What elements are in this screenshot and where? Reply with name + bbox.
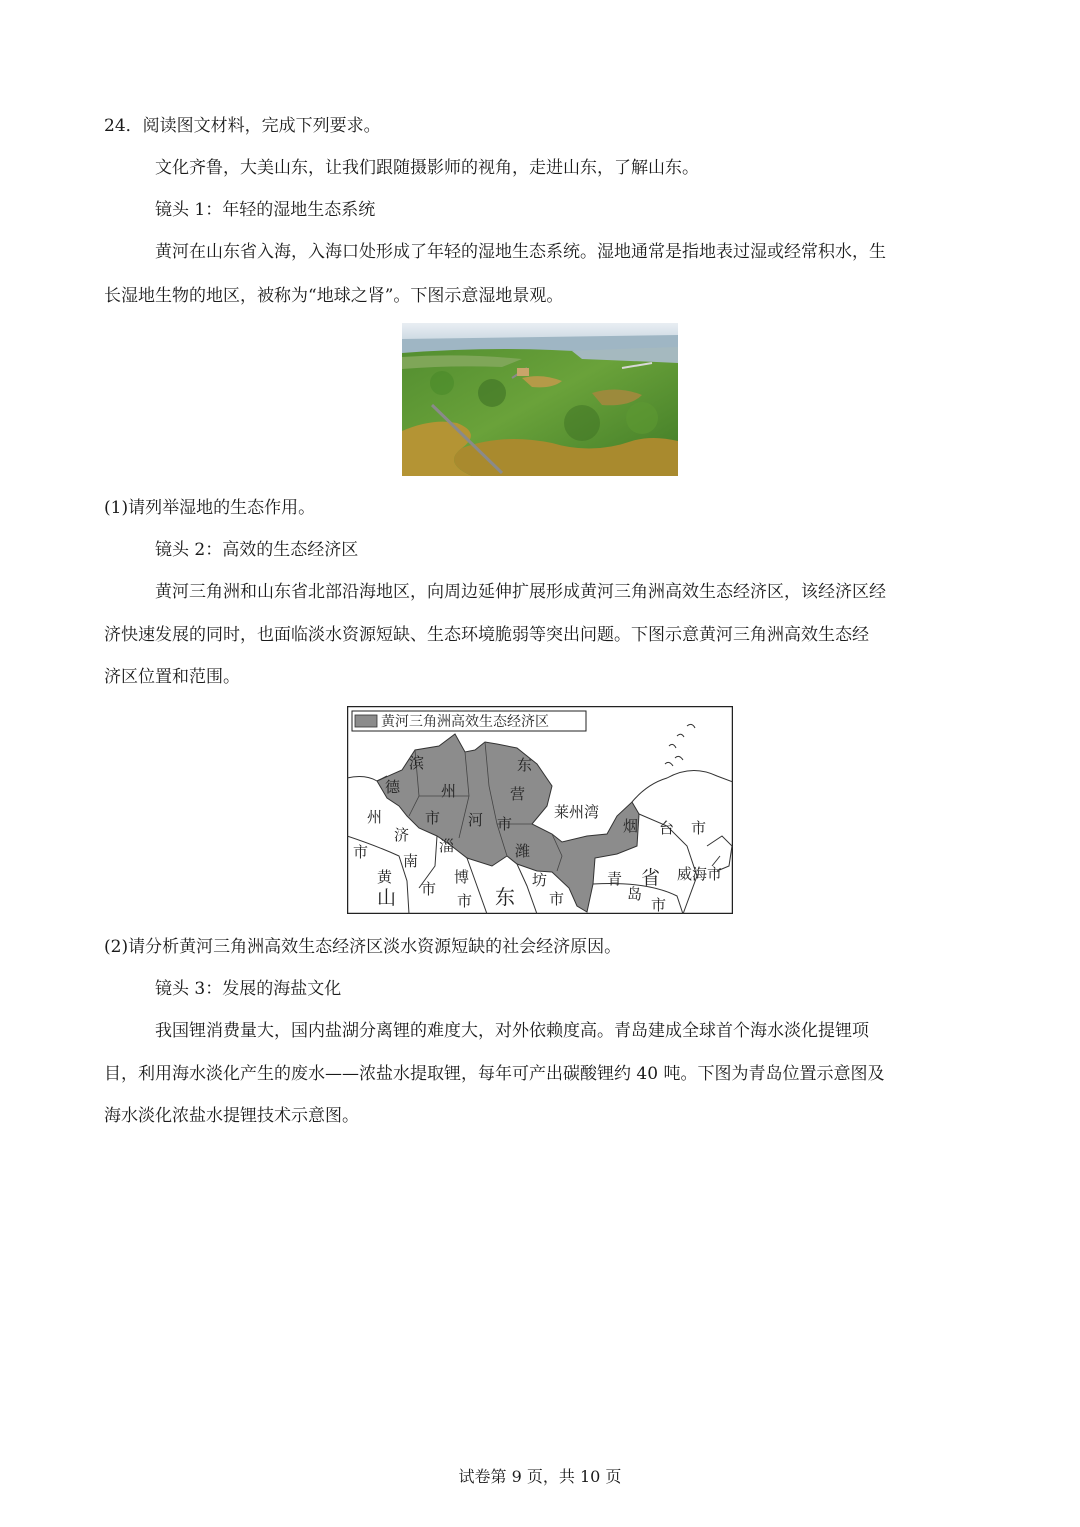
map-label: 德 [385,778,401,796]
map-label: 博 [454,868,470,886]
question-2: (2)请分析黄河三角洲高效生态经济区淡水资源短缺的社会经济原因。 [104,937,622,957]
map-label: 烟 [623,817,639,835]
map-label: 淄 [439,837,455,855]
map-label: 市 [549,890,565,908]
map-label: 河 [468,811,484,829]
intro-text: 文化齐鲁，大美山东，让我们跟随摄影师的视角，走进山东，了解山东。 [155,158,699,178]
map-label: 东 [495,885,515,909]
map-label: 市 [497,815,513,833]
map-label: 莱州湾 [554,803,600,821]
map-label: 威海市 [677,865,723,883]
legend-swatch [355,715,377,727]
map-label: 潍 [515,842,531,860]
map-label: 东 [517,756,533,774]
map-label: 营 [510,785,526,803]
map-label: 岛 [627,885,643,903]
scene3-title: 镜头 3：发展的海盐文化 [155,979,342,999]
wetland-photo [402,323,678,476]
map-label: 青 [607,870,623,888]
page-footer: 试卷第 9 页，共 10 页 [458,1467,622,1486]
map-label: 省 [641,867,661,889]
legend-label: 黄河三角洲高效生态经济区 [381,714,549,730]
map-label: 市 [651,896,667,914]
map-label: 州 [441,782,457,800]
map-label: 坊 [532,871,548,889]
scene3-para-line1: 我国锂消费量大，国内盐湖分离锂的难度大，对外依赖度高。青岛建成全球首个海水淡化提锂项 [155,1021,869,1041]
map-label: 滨 [409,754,425,772]
scene3-para-line2: 目，利用海水淡化产生的废水——浓盐水提取锂，每年可产出碳酸锂约 40 吨。下图为青岛位置示意图及 [104,1064,885,1084]
map-label: 南 [403,852,419,870]
scene3-para-line3: 海水淡化浓盐水提锂技术示意图。 [104,1106,359,1126]
yellow-river-delta-map [347,706,733,914]
map-label: 山 [377,887,397,909]
map-label: 市 [457,892,473,910]
map-label: 市 [425,809,441,827]
map-label: 济 [394,826,410,844]
map-label: 市 [421,880,437,898]
question-heading: 24．阅读图文材料，完成下列要求。 [104,116,381,136]
question-1: (1)请列举湿地的生态作用。 [104,498,316,518]
scene1-title: 镜头 1：年轻的湿地生态系统 [155,200,376,220]
scene2-para-line1: 黄河三角洲和山东省北部沿海地区，向周边延伸扩展形成黄河三角洲高效生态经济区，该经济区经 [155,582,886,602]
scene2-para-line3: 济区位置和范围。 [104,667,240,687]
scene1-para-line2: 长湿地生物的地区，被称为“地球之肾”。下图示意湿地景观。 [104,286,564,306]
scene2-para-line2: 济快速发展的同时，也面临淡水资源短缺、生态环境脆弱等突出问题。下图示意黄河三角洲高效生态经 [104,625,869,645]
map-label: 市 [691,819,707,837]
scene2-title: 镜头 2：高效的生态经济区 [155,540,359,560]
map-label: 台 [659,819,675,837]
map-label: 州 [367,808,383,826]
map-label: 黄 [377,868,393,886]
map-label: 市 [353,843,369,861]
scene1-para-line1: 黄河在山东省入海，入海口处形成了年轻的湿地生态系统。湿地通常是指地表过湿或经常积水，生 [155,242,886,262]
